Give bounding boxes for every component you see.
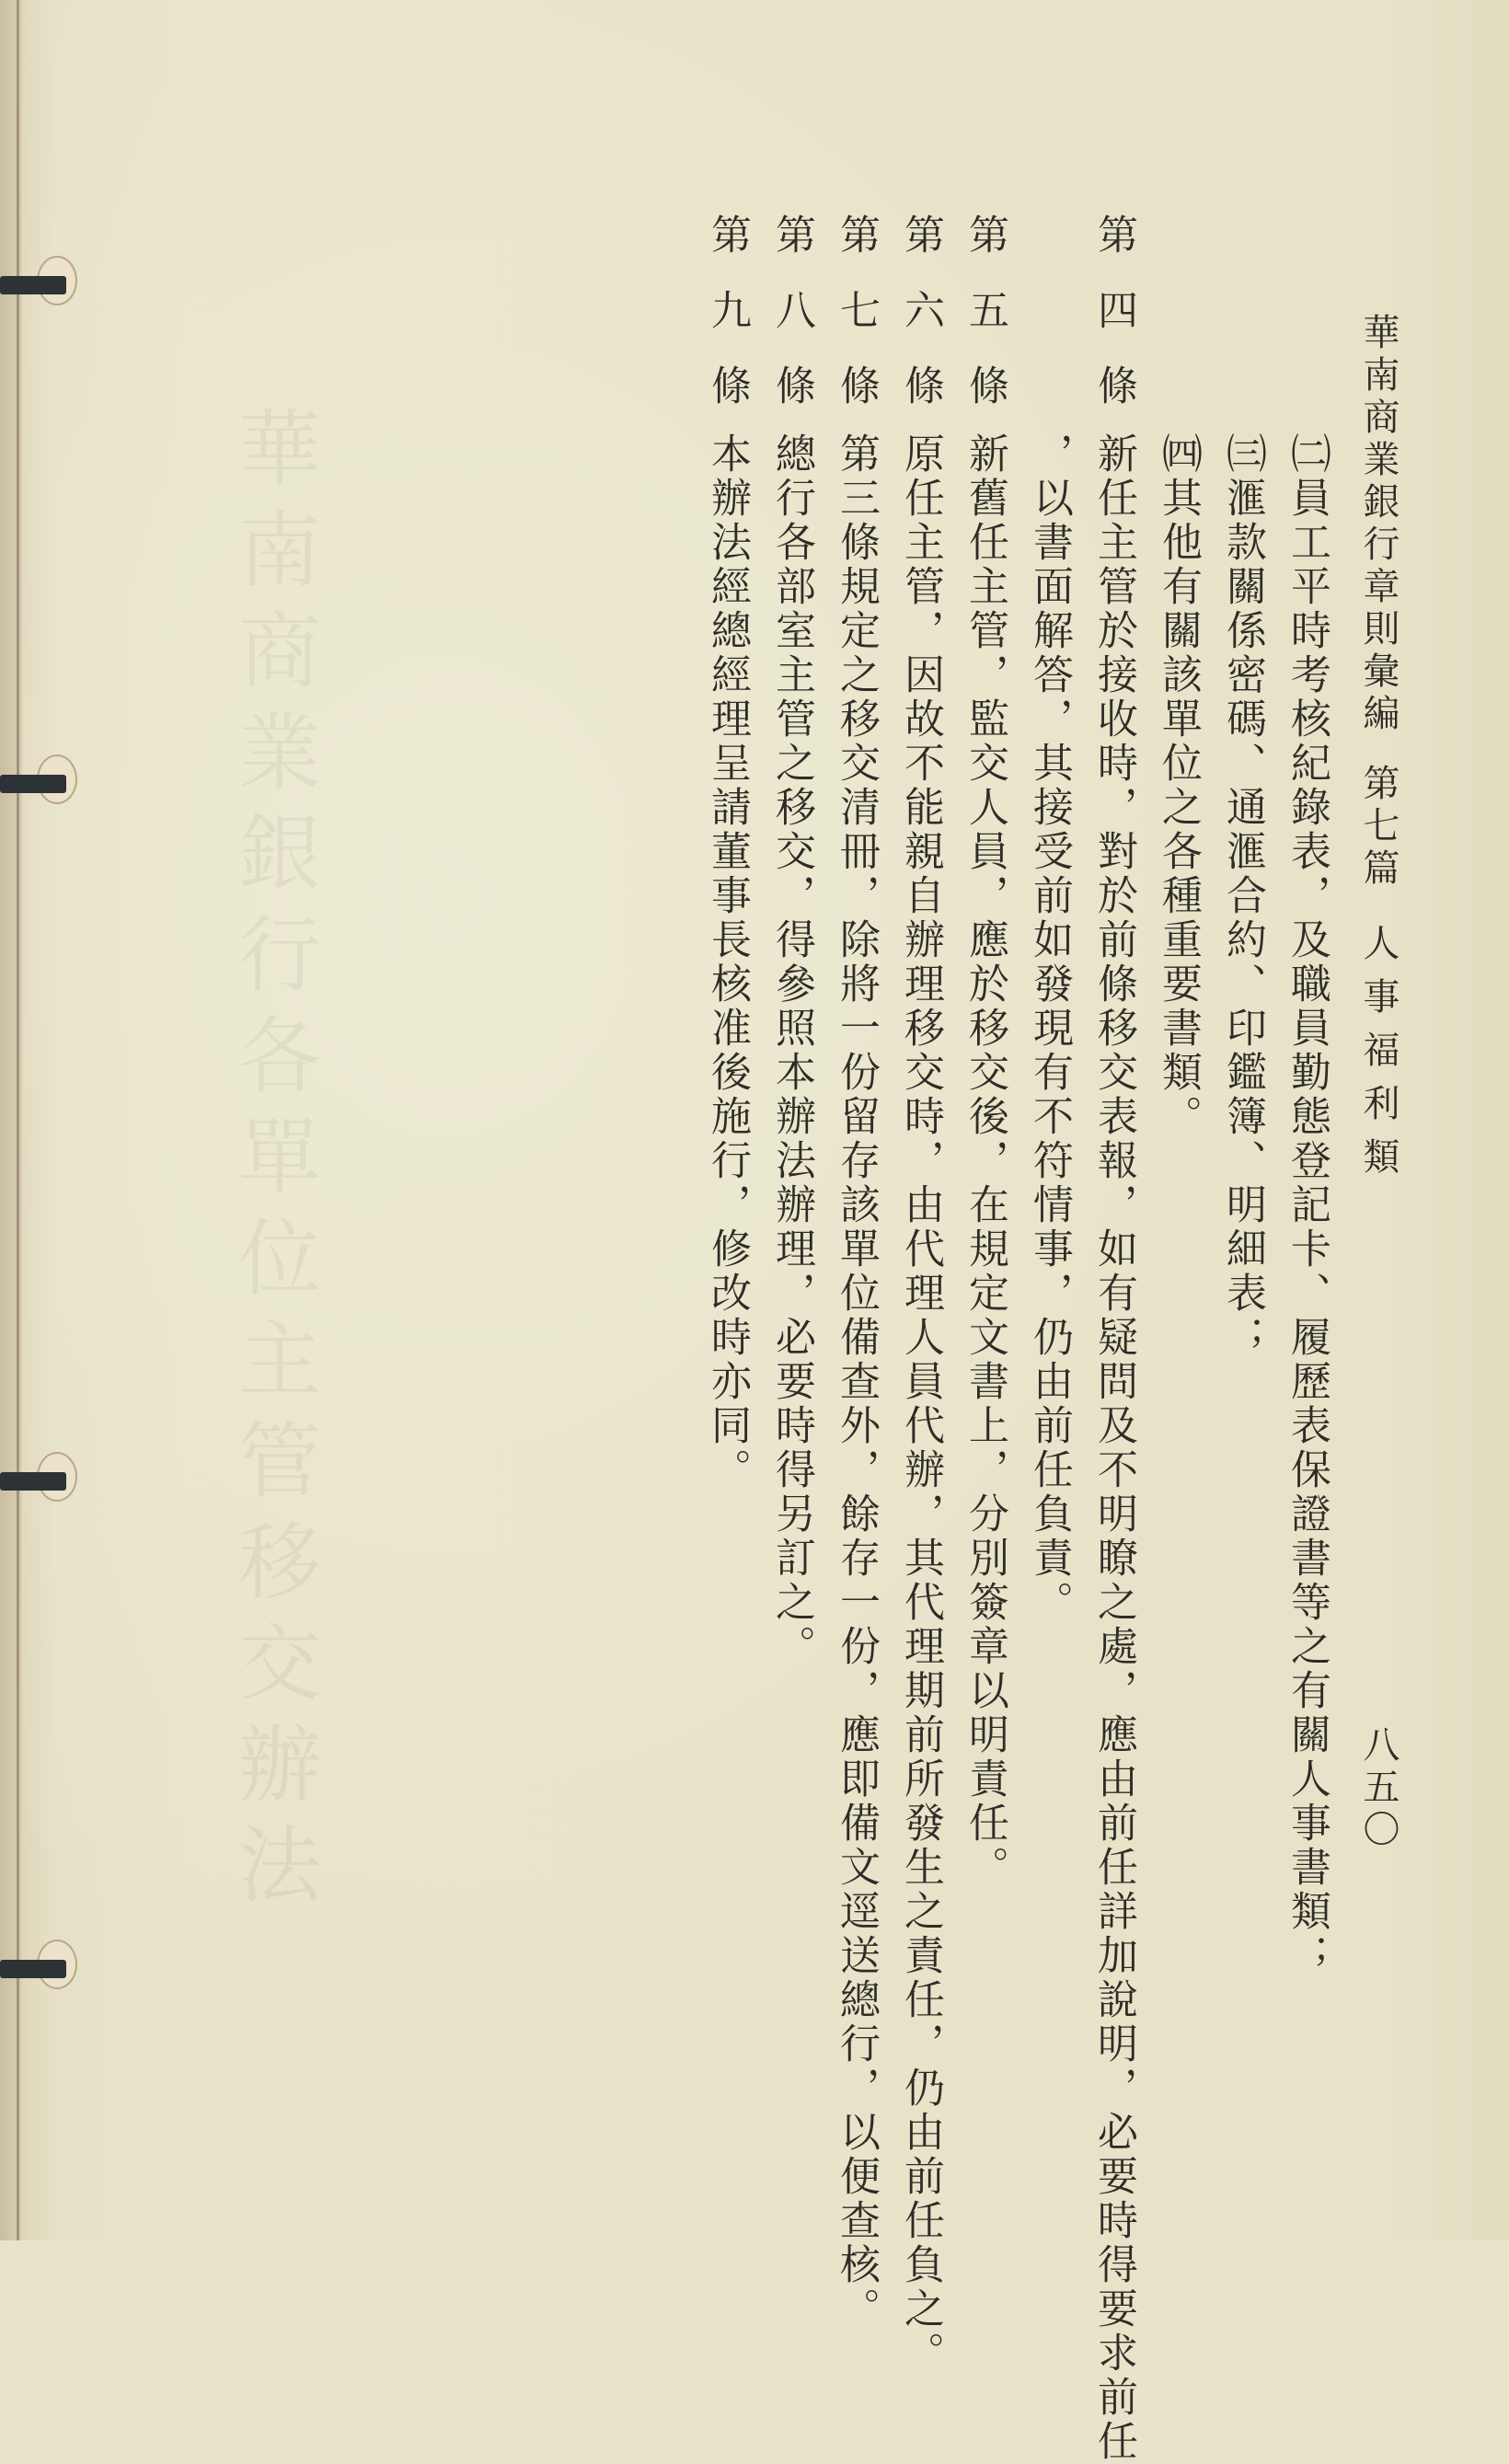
article-9-label: 第九條: [704, 213, 751, 440]
category-title: 人事福利類: [1357, 924, 1400, 1191]
article-9-text: 本辦法經總經理呈請董事長核准後施行，修改時亦同。: [704, 432, 751, 1492]
article-4-label: 第四條: [1090, 213, 1137, 440]
article-5-text: 新舊任主管，監交人員，應於移交後，在規定文書上，分別簽章以明責任。: [962, 432, 1008, 1890]
page-number: 八五〇: [1357, 1725, 1400, 1852]
book-title: 華南商業銀行章則彙編: [1357, 313, 1400, 736]
bleed-through-title: 華南商業銀行各單位主管移交辦法: [224, 405, 320, 1923]
article-6-label: 第六條: [897, 213, 944, 440]
list-item-12: ㈡員工平時考核紀錄表，及職員勤態登記卡、履歷表保證書等之有關人事書類；: [1284, 432, 1330, 1978]
running-header: [1357, 313, 1400, 1191]
page-fold-line: [17, 0, 19, 2240]
article-8-label: 第八條: [768, 213, 815, 440]
binding-stitch: [0, 1960, 66, 1978]
binding-stitch: [0, 1472, 66, 1491]
section-title: 第七篇: [1357, 764, 1400, 891]
binding-stitch: [0, 276, 66, 294]
binding-stitch: [0, 775, 66, 793]
article-7-label: 第七條: [833, 213, 880, 440]
article-4-text: 新任主管於接收時，對於前條移交表報，如有疑問及不明瞭之處，應由前任詳加說明，必要時得要求前任: [1090, 432, 1137, 2464]
list-item-13: ㈢滙款關係密碼、通滙合約、印鑑簿、明細表；: [1219, 432, 1266, 1360]
article-8-text: 總行各部室主管之移交，得參照本辦法辦理，必要時得另訂之。: [768, 432, 815, 1669]
article-6-text: 原任主管，因故不能親自辦理移交時，由代理人員代辦，其代理期前所發生之責任，仍由前任負之。: [897, 432, 944, 2376]
list-item-14: ㈣其他有關該單位之各種重要書類。: [1155, 432, 1202, 1139]
article-5-label: 第五條: [962, 213, 1008, 440]
article-7-text: 第三條規定之移交清冊，除將一份留存該單位備查外，餘存一份，應即備文逕送總行，以便查核。: [833, 432, 880, 2332]
article-4-continuation: ，以書面解答，其接受前如發現有不符情事，仍由前任負責。: [1026, 432, 1073, 1625]
